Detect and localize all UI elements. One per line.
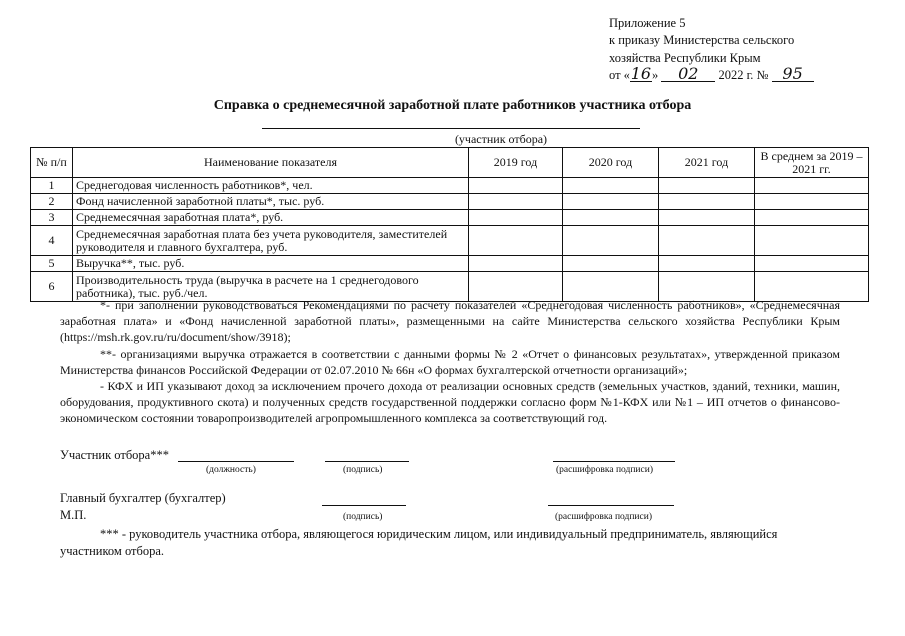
cell-average[interactable] xyxy=(755,194,869,210)
row-name: Среднегодовая численность работников*, чел. xyxy=(73,178,469,194)
note-2: **- организациями выручка отражается в соответствии с данными формы № 2 «Отчет о финансовых результатах», утвержденной приказом Министерства финансов Российской Федерации от 02.07.2010 № 66н «О формах бухгалтерской отчетности организаций»; xyxy=(60,346,840,377)
cell-2019[interactable] xyxy=(469,178,563,194)
accountant-signature-line[interactable] xyxy=(322,505,406,506)
header-2021: 2021 год xyxy=(659,148,755,178)
row-num: 3 xyxy=(31,210,73,226)
table-row xyxy=(31,226,869,256)
position-line[interactable] xyxy=(178,461,294,462)
header-average: В среднем за 2019 – 2021 гг. xyxy=(755,148,869,178)
appendix-line-2: к приказу Министерства сельского xyxy=(609,33,795,48)
decode-caption: (расшифровка подписи) xyxy=(556,465,653,475)
cell-2019[interactable] xyxy=(469,256,563,272)
cell-2020[interactable] xyxy=(563,194,659,210)
cell-2021[interactable] xyxy=(659,210,755,226)
cell-2021[interactable] xyxy=(659,178,755,194)
year-text: 2022 г. № xyxy=(718,67,769,82)
table-row xyxy=(31,256,869,272)
participant-label: Участник отбора*** xyxy=(60,448,169,462)
accountant-label: Главный бухгалтер (бухгалтер) xyxy=(60,491,226,505)
appendix-line-3: хозяйства Республики Крым xyxy=(609,50,761,65)
cell-2020[interactable] xyxy=(563,210,659,226)
cell-2019[interactable] xyxy=(469,194,563,210)
participant-caption: (участник отбора) xyxy=(454,132,548,146)
signature-caption: (подпись) xyxy=(343,465,383,475)
cell-average[interactable] xyxy=(755,256,869,272)
notes-block xyxy=(60,297,840,427)
signature-line[interactable] xyxy=(325,461,409,462)
header-2019: 2019 год xyxy=(469,148,563,178)
accountant-decode-caption: (расшифровка подписи) xyxy=(555,512,652,522)
cell-2020[interactable] xyxy=(563,256,659,272)
cell-2019[interactable] xyxy=(469,210,563,226)
date-prefix: от « xyxy=(609,67,630,82)
row-name: Среднемесячная заработная плата*, руб. xyxy=(73,210,469,226)
table-row xyxy=(31,178,869,194)
table-row xyxy=(31,210,869,226)
handwritten-month: 02 xyxy=(661,67,715,82)
row-num: 4 xyxy=(31,226,73,256)
note-1: *- при заполнении руководствоваться Рекомендациями по расчету показателей «Среднегодовая численность работников», «Среднемесячная заработная плата» и «Фонд начисленной заработной платы», размещенными на сайте Министерства сельского хозяйства Республики Крым (https://msh.rk.gov.ru/ru/document/show/3918); xyxy=(60,298,840,345)
cell-2021[interactable] xyxy=(659,256,755,272)
stamp-place: М.П. xyxy=(60,508,87,522)
participant-underline xyxy=(262,128,640,129)
cell-average[interactable] xyxy=(755,210,869,226)
row-num: 1 xyxy=(31,178,73,194)
indicators-table xyxy=(30,147,869,302)
handwritten-day: 16 xyxy=(630,63,652,83)
row-num: 5 xyxy=(31,256,73,272)
cell-average[interactable] xyxy=(755,178,869,194)
header-name: Наименование показателя xyxy=(73,148,469,178)
row-name: Среднемесячная заработная плата без учета руководителя, заместителей руководителя и главного бухгалтера, руб. xyxy=(73,226,469,256)
row-name: Фонд начисленной заработной платы*, тыс. руб. xyxy=(73,194,469,210)
table-header-row xyxy=(31,148,869,178)
appendix-date-line xyxy=(609,63,899,84)
position-caption: (должность) xyxy=(206,465,256,475)
header-2020: 2020 год xyxy=(563,148,659,178)
date-mid: » xyxy=(651,67,659,82)
row-name: Производительность труда (выручка в расчете на 1 среднегодового работника), тыс. руб./чел. xyxy=(73,272,469,302)
row-num: 6 xyxy=(31,272,73,302)
handwritten-number: 95 xyxy=(772,67,814,82)
row-name: Выручка**, тыс. руб. xyxy=(73,256,469,272)
appendix-line-1: Приложение 5 xyxy=(609,16,686,30)
cell-2020[interactable] xyxy=(563,178,659,194)
row-num: 2 xyxy=(31,194,73,210)
header-num: № п/п xyxy=(31,148,73,178)
note-3: - КФХ и ИП указывают доход за исключением прочего дохода от реализации основных средств (земельных участков, зданий, техники, машин, оборудования, продуктивного скота) и полученных средств государственной поддержки согласно форм №1-КФХ или №1 – ИП отчетов о финансово-экономическом состоянии товаропроизводителей агропромышленного комплекса за соответствующий год. xyxy=(60,379,840,426)
accountant-signature-caption: (подпись) xyxy=(343,512,383,522)
cell-2020[interactable] xyxy=(563,226,659,256)
cell-2019[interactable] xyxy=(469,226,563,256)
table-row xyxy=(31,194,869,210)
footnote: *** - руководитель участника отбора, являющегося юридическим лицом, или индивидуальный предприниматель, являющийся участником отбора. xyxy=(60,527,778,558)
appendix-block xyxy=(609,15,899,84)
cell-2021[interactable] xyxy=(659,226,755,256)
cell-2021[interactable] xyxy=(659,194,755,210)
accountant-decode-line[interactable] xyxy=(548,505,674,506)
document-title: Справка о среднемесячной заработной плате работников участника отбора xyxy=(213,98,692,113)
cell-average[interactable] xyxy=(755,226,869,256)
decode-line[interactable] xyxy=(553,461,675,462)
